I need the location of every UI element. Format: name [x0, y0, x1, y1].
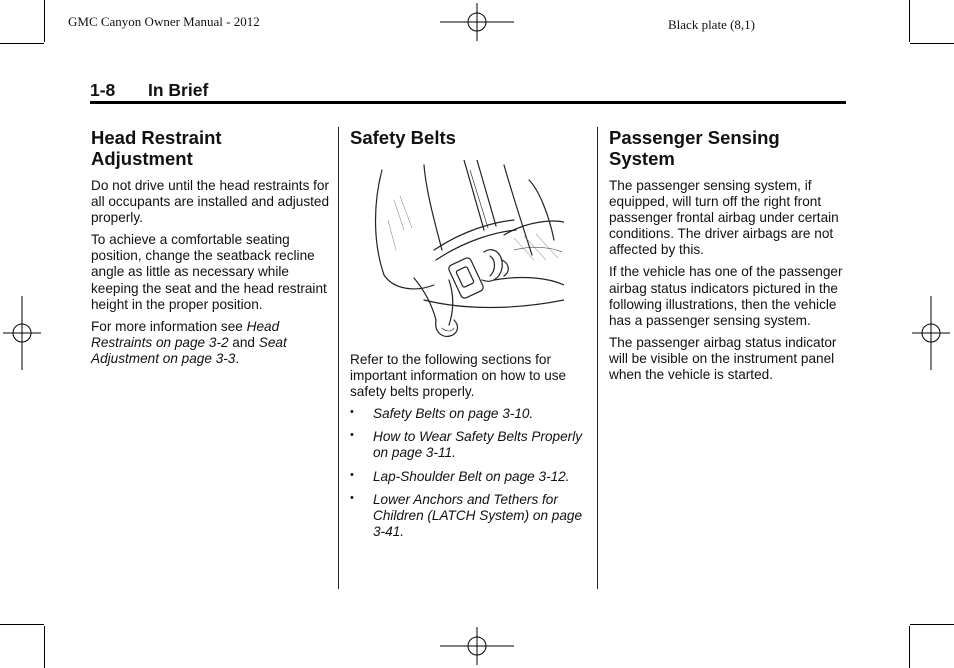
- heading-passenger-sensing: Passenger Sensing System: [609, 127, 780, 169]
- crop-mark: [910, 624, 954, 625]
- paragraph: Do not drive until the head restraints for all occupants are installed and adjusted properly.: [91, 178, 330, 226]
- list-item: [350, 429, 590, 461]
- running-header-right: Black plate (8,1): [668, 17, 755, 32]
- crop-mark: [909, 0, 910, 42]
- running-header-left: GMC Canyon Owner Manual - 2012: [68, 14, 260, 29]
- paragraph-references: For more information see Head Restraints on page 3-2 and Seat Adjustment on page 3-3.: [91, 318, 287, 366]
- list-item: [350, 492, 590, 540]
- registration-mark-top: [440, 3, 514, 41]
- cross-reference: How to Wear Safety Belts Properly on page 3-11.: [373, 429, 583, 461]
- crop-mark: [909, 626, 910, 668]
- crop-mark: [44, 0, 45, 42]
- heading-safety-belts: Safety Belts: [350, 127, 456, 148]
- cross-reference: Safety Belts on page 3-10.: [373, 406, 534, 422]
- column-passenger-sensing: [609, 127, 849, 389]
- cross-reference: Lap-Shoulder Belt on page 3-12.: [373, 468, 570, 484]
- registration-mark-bottom: [440, 627, 514, 665]
- crop-mark: [0, 624, 44, 625]
- paragraph: The passenger sensing system, if equipped, will turn off the right front passenger frontal airbag under certain conditions. The driver airbags are not affected by this.: [609, 178, 839, 258]
- paragraph: To achieve a comfortable seating position, change the seatback recline angle as little as necessary while keeping the seat and the head restraint height in the proper position.: [91, 232, 327, 312]
- column-divider: [338, 127, 339, 589]
- reference-list: [350, 406, 590, 540]
- section-title: In Brief: [148, 80, 209, 100]
- paragraph: If the vehicle has one of the passenger airbag status indicators pictured in the following illustrations, then the vehicle has a passenger sensing system.: [609, 264, 843, 328]
- cross-reference: Lower Anchors and Tethers for Children (LATCH System) on page 3-41.: [373, 491, 583, 539]
- column-divider: [597, 127, 598, 589]
- crop-mark: [910, 43, 954, 44]
- registration-mark-left: [3, 296, 41, 370]
- bullet-icon: •: [350, 406, 354, 419]
- crop-mark: [44, 626, 45, 668]
- paragraph: Refer to the following sections for important information on how to use safety belts properly.: [350, 352, 567, 400]
- bullet-icon: •: [350, 468, 354, 481]
- page-number: 1-8: [90, 80, 116, 100]
- cross-reference: Seat Adjustment on page 3-3: [91, 334, 287, 366]
- list-item: [350, 406, 590, 422]
- bullet-icon: •: [350, 429, 354, 442]
- seatbelt-buckle-illustration: [364, 160, 564, 340]
- registration-mark-right: [912, 296, 950, 370]
- column-safety-belts: [350, 127, 590, 547]
- crop-mark: [0, 43, 44, 44]
- section-header: [90, 80, 846, 104]
- paragraph: The passenger airbag status indicator will be visible on the instrument panel when the vehicle is started.: [609, 334, 837, 383]
- cross-reference: Head Restraints on page 3-2: [91, 318, 280, 350]
- column-head-restraint: [91, 127, 331, 373]
- list-item: [350, 469, 590, 485]
- heading-head-restraint: Head Restraint Adjustment: [91, 127, 222, 169]
- bullet-icon: •: [350, 491, 354, 504]
